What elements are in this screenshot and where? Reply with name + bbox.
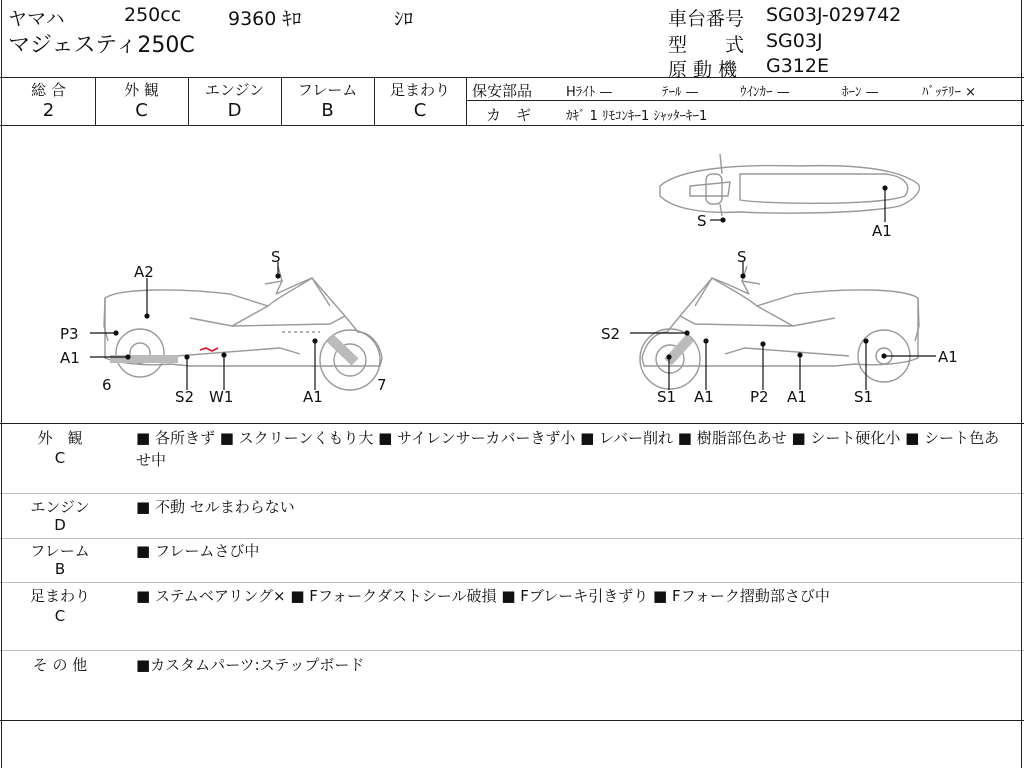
mileage: 9360 ｷﾛ xyxy=(228,8,302,30)
diagram-label: 7 xyxy=(377,376,387,394)
remark-text-engine: ■ 不動 セルまわらない xyxy=(136,498,295,516)
remark-label-frame: フレーム xyxy=(30,542,90,560)
score-label-total: 総 合 xyxy=(31,81,66,99)
score-label-engine: エンジン xyxy=(204,81,265,99)
score-value-engine: D xyxy=(227,100,242,121)
engine-code: G312E xyxy=(766,55,829,77)
score-value-exterior: C xyxy=(135,100,148,121)
score-value-suspension: C xyxy=(413,100,427,121)
diagram-label: S1 xyxy=(657,388,677,406)
remark-text-other: ■カスタムパーツ:ステップボード xyxy=(136,656,365,674)
score-label-suspension: 足まわり xyxy=(389,81,450,99)
diagram-label: S1 xyxy=(854,388,874,406)
remark-text-exterior: ■ 各所きず ■ スクリーンくもり大 ■ サイレンサーカバーきず小 ■ レバー削れ ■ 樹脂部色あせ ■ シート硬化小 ■ シート色あせ中 xyxy=(136,429,1000,469)
maker: ヤマハ xyxy=(8,8,65,30)
diagram-label: W1 xyxy=(209,388,234,406)
scooter-left-view xyxy=(104,266,382,390)
score-value-frame: B xyxy=(321,100,334,121)
model-label: 型 式 xyxy=(668,34,745,56)
safety-item-headlight: Hﾗｲﾄ — xyxy=(566,85,613,100)
diagram-label: A1 xyxy=(787,388,807,406)
safety-item-winker: ｳｲﾝｶｰ — xyxy=(740,85,790,100)
remark-grade-exterior: C xyxy=(54,449,66,467)
remark-label-engine: エンジン xyxy=(30,498,90,516)
safety-item-tail: ﾃｰﾙ — xyxy=(662,85,699,100)
divider xyxy=(0,493,1024,494)
divider xyxy=(0,650,1024,651)
scooter-top-view xyxy=(660,154,919,216)
divider xyxy=(0,423,1024,424)
score-label-exterior: 外 観 xyxy=(124,81,159,99)
diagram-label: A1 xyxy=(60,349,80,367)
model-code: SG03J xyxy=(766,30,823,52)
damage-diagram xyxy=(0,126,1024,422)
divider xyxy=(0,720,1024,721)
displacement: 250cc xyxy=(124,4,182,26)
remark-grade-suspension: C xyxy=(54,607,66,625)
remark-label-other: そ の 他 xyxy=(32,656,88,674)
diagram-label: A1 xyxy=(694,388,714,406)
model-name: マジェスティ250C xyxy=(8,33,195,58)
scooter-right-view xyxy=(640,266,919,389)
diagram-label: A2 xyxy=(134,263,154,281)
keys: ｶｷﾞ 1 ﾘﾓｺﾝｷｰ1 ｼｬｯﾀｰｷｰ1 xyxy=(566,109,708,124)
safety-title: 保安部品 xyxy=(472,82,533,100)
remark-label-suspension: 足まわり xyxy=(29,587,90,605)
diagram-label: A1 xyxy=(303,388,323,406)
diagram-label: S xyxy=(271,248,281,266)
remark-text-frame: ■ フレームさび中 xyxy=(136,542,260,560)
engine-label: 原 動 機 xyxy=(668,59,738,81)
key-label: カ ギ xyxy=(486,106,532,124)
remark-label-exterior: 外 観 xyxy=(37,429,83,447)
divider xyxy=(0,582,1024,583)
color: ｼﾛ xyxy=(394,8,414,30)
diagram-label: A1 xyxy=(938,348,958,366)
diagram-label: P2 xyxy=(750,388,769,406)
score-label-frame: フレーム xyxy=(297,81,358,99)
score-value-total: 2 xyxy=(42,100,55,121)
frame-no-label: 車台番号 xyxy=(668,8,745,30)
diagram-label: S2 xyxy=(175,388,195,406)
diagram-label: 6 xyxy=(102,376,112,394)
safety-item-battery: ﾊﾞｯﾃﾘｰ × xyxy=(922,85,977,100)
diagram-label: P3 xyxy=(60,325,79,343)
frame-no: SG03J-029742 xyxy=(766,4,902,26)
divider xyxy=(0,538,1024,539)
remark-grade-engine: D xyxy=(54,516,66,534)
diagram-label: S2 xyxy=(601,325,621,343)
damage-mark xyxy=(200,348,218,351)
diagram-label: S xyxy=(737,248,747,266)
safety-item-horn: ﾎｰﾝ — xyxy=(842,85,879,100)
remark-grade-frame: B xyxy=(54,560,66,578)
divider xyxy=(0,77,1024,78)
divider xyxy=(466,77,467,125)
divider xyxy=(466,100,1024,101)
diagram-label: S xyxy=(697,212,707,230)
remark-text-suspension: ■ ステムベアリング× ■ Fフォークダストシール破損 ■ Fブレーキ引きずり ■ Fフォーク摺動部さび中 xyxy=(136,587,830,605)
diagram-label: A1 xyxy=(872,222,892,240)
